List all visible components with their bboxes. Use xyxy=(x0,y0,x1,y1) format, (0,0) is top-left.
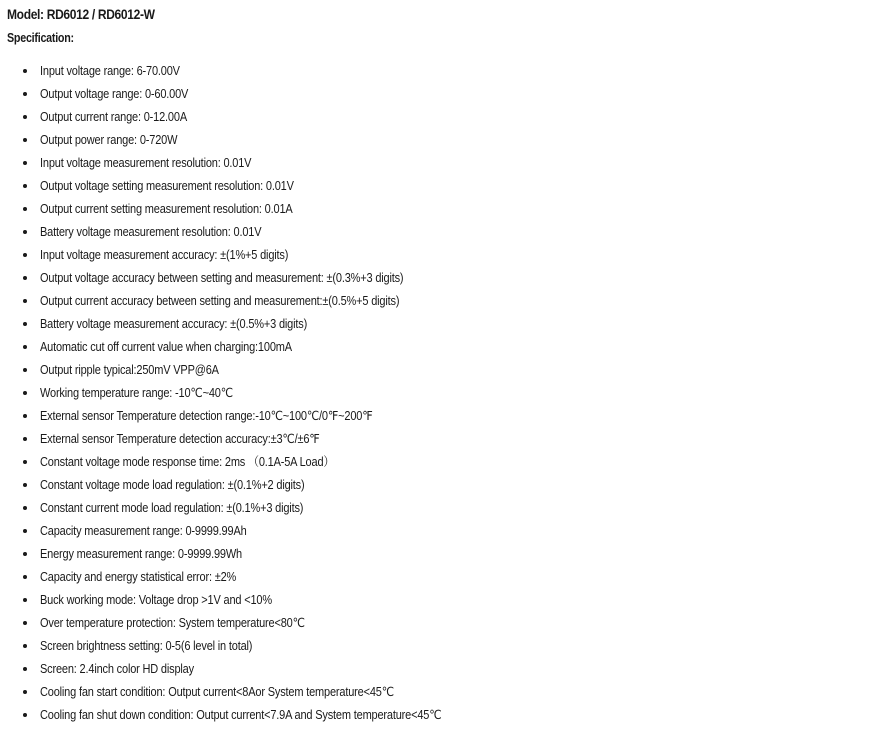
bullet-icon xyxy=(23,414,27,418)
spec-text: Screen brightness setting: 0-5(6 level in total) xyxy=(40,639,253,653)
bullet-icon xyxy=(23,184,27,188)
model-title: Model: RD6012 / RD6012-W xyxy=(7,6,155,22)
spec-text: Input voltage measurement accuracy: ±(1%+5 digits) xyxy=(40,248,289,262)
bullet-icon xyxy=(23,690,27,694)
spec-text: Output current setting measurement resolution: 0.01A xyxy=(40,202,293,216)
spec-text: Screen: 2.4inch color HD display xyxy=(40,662,194,676)
spec-text: Over temperature protection: System temperature<80℃ xyxy=(40,616,305,630)
spec-text: External sensor Temperature detection accuracy:±3℃/±6℉ xyxy=(40,432,320,446)
bullet-icon xyxy=(23,276,27,280)
bullet-icon xyxy=(23,713,27,717)
bullet-icon xyxy=(23,115,27,119)
spec-text: Output power range: 0-720W xyxy=(40,133,178,147)
bullet-icon xyxy=(23,368,27,372)
bullet-icon xyxy=(23,552,27,556)
bullet-icon xyxy=(23,69,27,73)
bullet-icon xyxy=(23,437,27,441)
spec-text: Output current range: 0-12.00A xyxy=(40,110,187,124)
bullet-icon xyxy=(23,644,27,648)
spec-text: Output current accuracy between setting and measurement:±(0.5%+5 digits) xyxy=(40,294,400,308)
spec-text: Input voltage measurement resolution: 0.01V xyxy=(40,156,252,170)
spec-text: Energy measurement range: 0-9999.99Wh xyxy=(40,547,243,561)
spec-text: Buck working mode: Voltage drop >1V and <10% xyxy=(40,593,272,607)
spec-text: Output voltage range: 0-60.00V xyxy=(40,87,189,101)
bullet-icon xyxy=(23,391,27,395)
spec-text: Capacity measurement range: 0-9999.99Ah xyxy=(40,524,247,538)
spec-text: Input voltage range: 6-70.00V xyxy=(40,64,180,78)
spec-text: Capacity and energy statistical error: ±2% xyxy=(40,570,237,584)
spec-text: Cooling fan shut down condition: Output current<7.9A and System temperature<45℃ xyxy=(40,708,442,722)
spec-text: Battery voltage measurement accuracy: ±(0.5%+3 digits) xyxy=(40,317,308,331)
spec-text: Output voltage accuracy between setting and measurement: ±(0.3%+3 digits) xyxy=(40,271,404,285)
bullet-icon xyxy=(23,598,27,602)
bullet-icon xyxy=(23,460,27,464)
bullet-icon xyxy=(23,92,27,96)
spec-text: Battery voltage measurement resolution: 0.01V xyxy=(40,225,262,239)
bullet-icon xyxy=(23,621,27,625)
bullet-icon xyxy=(23,667,27,671)
bullet-icon xyxy=(23,575,27,579)
bullet-icon xyxy=(23,345,27,349)
bullet-icon xyxy=(23,253,27,257)
specification-heading: Specification: xyxy=(7,31,74,45)
spec-text: Working temperature range: -10℃~40℃ xyxy=(40,386,233,400)
bullet-icon xyxy=(23,529,27,533)
spec-text: Constant current mode load regulation: ±(0.1%+3 digits) xyxy=(40,501,304,515)
spec-text: Automatic cut off current value when charging:100mA xyxy=(40,340,292,354)
spec-text: Constant voltage mode response time: 2ms （0.1A-5A Load） xyxy=(40,455,335,469)
bullet-icon xyxy=(23,230,27,234)
spec-text: External sensor Temperature detection range:-10℃~100℃/0℉~200℉ xyxy=(40,409,373,423)
spec-text: Cooling fan start condition: Output current<8Aor System temperature<45℃ xyxy=(40,685,394,699)
bullet-icon xyxy=(23,207,27,211)
bullet-icon xyxy=(23,161,27,165)
spec-text: Constant voltage mode load regulation: ±(0.1%+2 digits) xyxy=(40,478,305,492)
bullet-icon xyxy=(23,483,27,487)
bullet-icon xyxy=(23,138,27,142)
spec-text: Output ripple typical:250mV VPP@6A xyxy=(40,363,219,377)
bullet-icon xyxy=(23,299,27,303)
bullet-icon xyxy=(23,322,27,326)
spec-text: Output voltage setting measurement resolution: 0.01V xyxy=(40,179,294,193)
bullet-icon xyxy=(23,506,27,510)
